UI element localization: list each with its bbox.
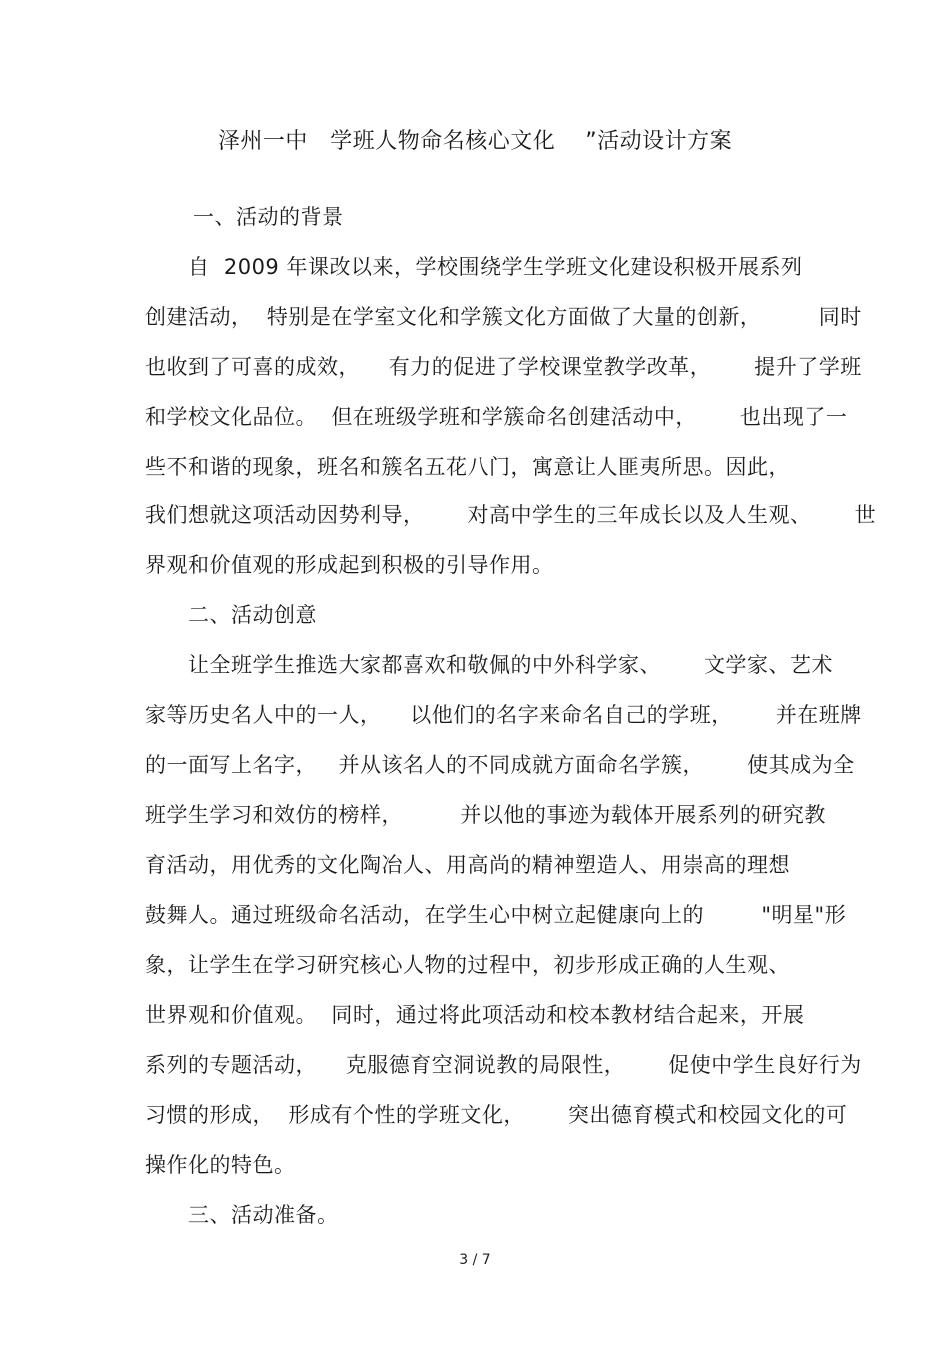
paragraph-line: 的一面写上名字， 并从该名人的不同成就方面命名学簇， 使其成为全: [145, 753, 855, 777]
document-title: 泽州一中 学班人物命名核心文化 ”活动设计方案: [217, 129, 733, 154]
paragraph-line: 让全班学生推选大家都喜欢和敬佩的中外科学家、 文学家、艺术: [188, 653, 834, 677]
paragraph-line: 创建活动， 特别是在学室文化和学簇文化方面做了大量的创新， 同时: [145, 305, 862, 329]
paragraph-line: 些不和谐的现象，班名和簇名五花八门，寓意让人匪夷所思。因此，: [145, 455, 790, 479]
paragraph-line: 习惯的形成， 形成有个性的学班文化， 突出德育模式和校园文化的可: [145, 1103, 848, 1127]
paragraph-line: 育活动，用优秀的文化陶冶人、用高尚的精神塑造人、用崇高的理想: [145, 853, 790, 877]
paragraph-line: 也收到了可喜的成效， 有力的促进了学校课堂教学改革， 提升了学班: [145, 355, 862, 379]
paragraph-line: 我们想就这项活动因势利导， 对高中学生的三年成长以及人生观、 世: [145, 503, 877, 527]
section-heading-idea: 二、活动创意: [188, 603, 317, 627]
paragraph-line: 班学生学习和效仿的榜样， 并以他的事迹为载体开展系列的研究教: [145, 803, 826, 827]
paragraph-line: 自 2009 年课改以来，学校围绕学生学班文化建设积极开展系列: [188, 255, 803, 279]
paragraph-line: 世界观和价值观。 同时，通过将此项活动和校本教材结合起来，开展: [145, 1003, 805, 1027]
paragraph-line: 界观和价值观的形成起到积极的引导作用。: [145, 553, 554, 577]
paragraph-line: 系列的专题活动， 克服德育空洞说教的局限性， 促使中学生良好行为: [145, 1053, 862, 1077]
paragraph-line: 操作化的特色。: [145, 1153, 296, 1177]
page-number: 3 / 7: [459, 1252, 491, 1268]
section-heading-background: 一、活动的背景: [193, 205, 344, 229]
paragraph-line: 家等历史名人中的一人， 以他们的名字来命名自己的学班， 并在班牌: [145, 703, 862, 727]
paragraph-line: 鼓舞人。通过班级命名活动，在学生心中树立起健康向上的 "明星"形: [145, 903, 847, 927]
section-heading-preparation: 三、活动准备。: [188, 1203, 339, 1227]
paragraph-line: 象，让学生在学习研究核心人物的过程中，初步形成正确的人生观、: [145, 953, 790, 977]
paragraph-line: 和学校文化品位。 但在班级学班和学簇命名创建活动中， 也出现了一: [145, 405, 848, 429]
